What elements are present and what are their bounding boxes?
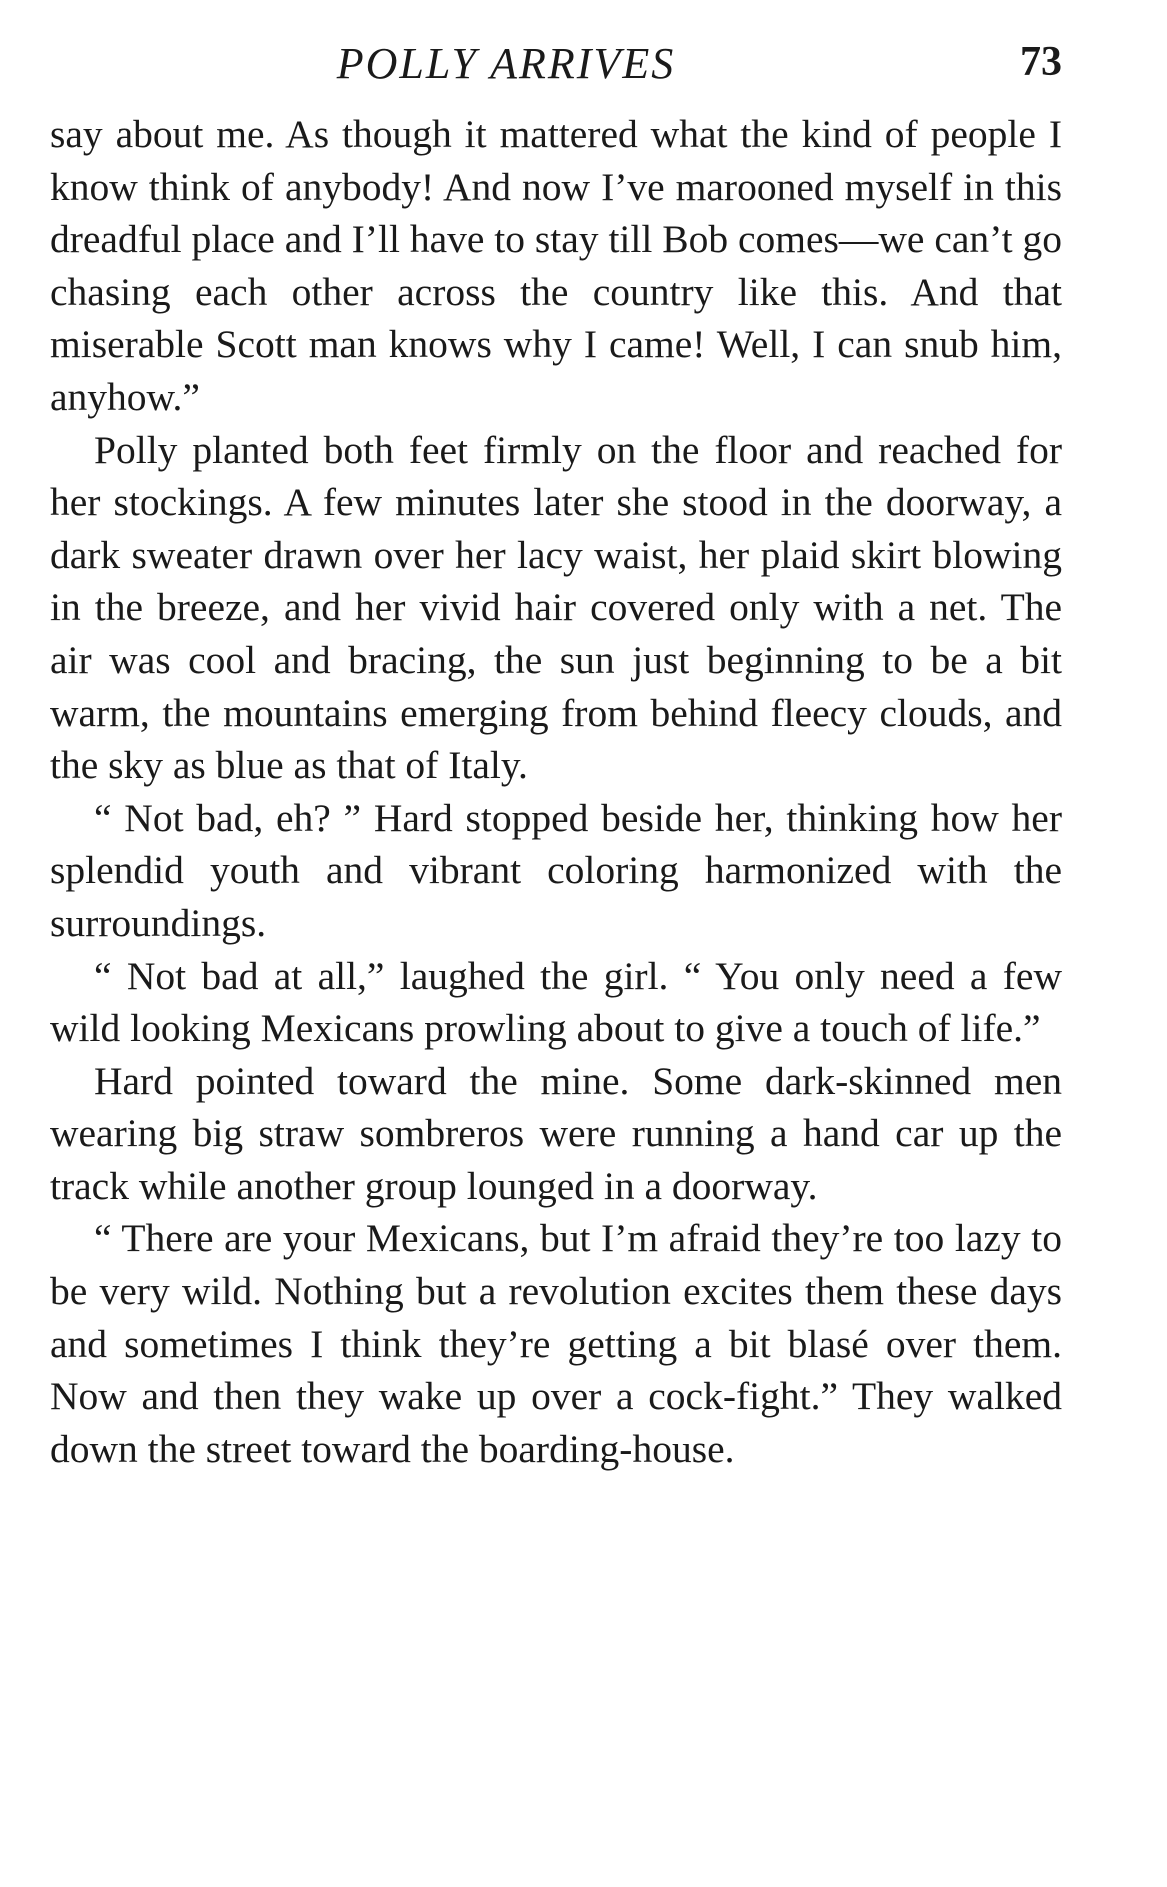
page-number: 73: [1020, 39, 1062, 85]
page-header: [50, 28, 1062, 108]
paragraph: “ Not bad at all,” laughed the girl. “ You only need a few wild looking Mexicans prowling about to give a touch of life.”: [50, 953, 1062, 1051]
body-text: [50, 108, 1062, 1475]
paragraph: “ Not bad, eh? ” Hard stopped beside her, thinking how her splendid youth and vibrant coloring harmonized with the surroundings.: [50, 795, 1062, 945]
paragraph: say about me. As though it mattered what the kind of people I know think of anybody! And now I’ve marooned myself in this dreadful place and I’ll have to stay till Bob comes—we can’t go chasing each other across the country like this. And that miserable Scott man knows why I came! Well, I can snub him, anyhow.”: [50, 112, 1062, 419]
paragraph: “ There are your Mexicans, but I’m afraid they’re too lazy to be very wild. Nothing but a revolution excites them these days and sometimes I think they’re getting a bit blasé over them. Now and then they wake up over a cock-fight.” They walked down the street toward the boarding-house.: [50, 1216, 1062, 1471]
book-page: [50, 28, 1062, 1475]
paragraph: Polly planted both feet firmly on the floor and reached for her stockings. A few minutes later she stood in the doorway, a dark sweater drawn over her lacy waist, her plaid skirt blowing in the breeze, and her vivid hair covered only with a net. The air was cool and bracing, the sun just beginning to be a bit warm, the mountains emerging from behind fleecy clouds, and the sky as blue as that of Italy.: [50, 427, 1062, 788]
paragraph: Hard pointed toward the mine. Some dark-skinned men wearing big straw sombreros were running a hand car up the track while another group lounged in a doorway.: [50, 1058, 1062, 1208]
running-title: POLLY ARRIVES: [336, 39, 676, 88]
